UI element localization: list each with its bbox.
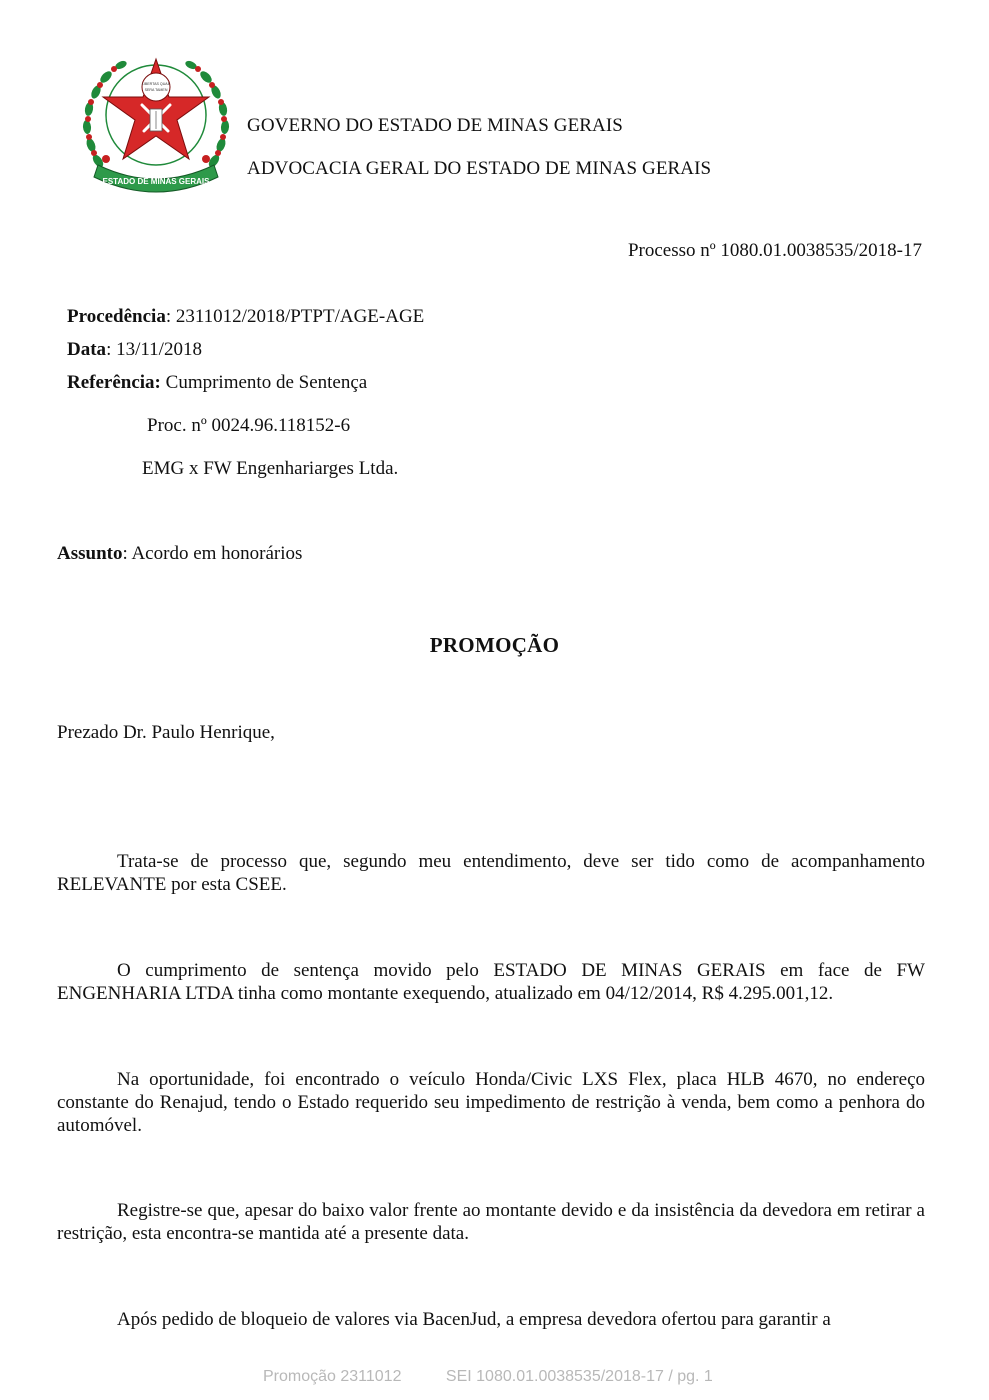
svg-text:ESTADO DE MINAS GERAIS: ESTADO DE MINAS GERAIS	[102, 177, 210, 186]
referencia-line	[67, 372, 367, 394]
header-government-name: GOVERNO DO ESTADO DE MINAS GERAIS	[247, 115, 623, 136]
page-footer	[263, 1368, 713, 1386]
assunto-label: Assunto	[57, 543, 123, 564]
svg-text:LIBERTAS QUAE: LIBERTAS QUAE	[141, 82, 171, 86]
paragraph: O cumprimento de sentença movido pelo ESTADO DE MINAS GERAIS em face de FW ENGENHARIA LTDA tinha como montante exequendo, atualizado em 04/12/2014, R$ 4.295.001,12.	[57, 960, 925, 1004]
data-value: : 13/11/2018	[106, 339, 202, 360]
paragraph: Registre-se que, apesar do baixo valor frente ao montante devido e da insistência da devedora em retirar a restrição, esta encontra-se mantida até a presente data.	[57, 1200, 925, 1244]
paragraph: Trata-se de processo que, segundo meu entendimento, deve ser tido como de acompanhamento RELEVANTE por esta CSEE.	[57, 851, 925, 895]
paragraph: Após pedido de bloqueio de valores via BacenJud, a empresa devedora ofertou para garantir a	[117, 1309, 831, 1330]
proc-number: Proc. nº 0024.96.118152-6	[147, 415, 351, 436]
parties: EMG x FW Engenhariarges Ltda.	[142, 458, 399, 479]
assunto-line	[57, 543, 302, 565]
procedencia-label: Procedência	[67, 306, 166, 327]
minas-gerais-coat-of-arms-icon	[76, 47, 236, 203]
referencia-label: Referência:	[67, 372, 161, 393]
assunto-value: : Acordo em honorários	[122, 543, 303, 564]
data-label: Data	[67, 339, 107, 360]
salutation: Prezado Dr. Paulo Henrique,	[57, 722, 275, 743]
paragraph: Na oportunidade, foi encontrado o veículo Honda/Civic LXS Flex, placa HLB 4670, no endereço constante do Renajud, tendo o Estado requerido seu impedimento de restrição à venda, bem como a penhora do automóvel.	[57, 1069, 925, 1136]
header-agency-name: ADVOCACIA GERAL DO ESTADO DE MINAS GERAIS	[247, 158, 712, 179]
process-number: Processo nº 1080.01.0038535/2018-17	[627, 240, 922, 261]
referencia-value: Cumprimento de Sentença	[160, 372, 368, 393]
procedencia-value: : 2311012/2018/PTPT/AGE-AGE	[165, 306, 425, 327]
procedencia-line	[67, 306, 424, 328]
footer-doc-id: Promoção 2311012	[263, 1368, 402, 1385]
data-line	[67, 339, 202, 361]
svg-text:SERA TAMEN: SERA TAMEN	[144, 88, 168, 92]
document-title: PROMOÇÃO	[429, 633, 560, 657]
footer-sei-page: SEI 1080.01.0038535/2018-17 / pg. 1	[445, 1368, 713, 1385]
